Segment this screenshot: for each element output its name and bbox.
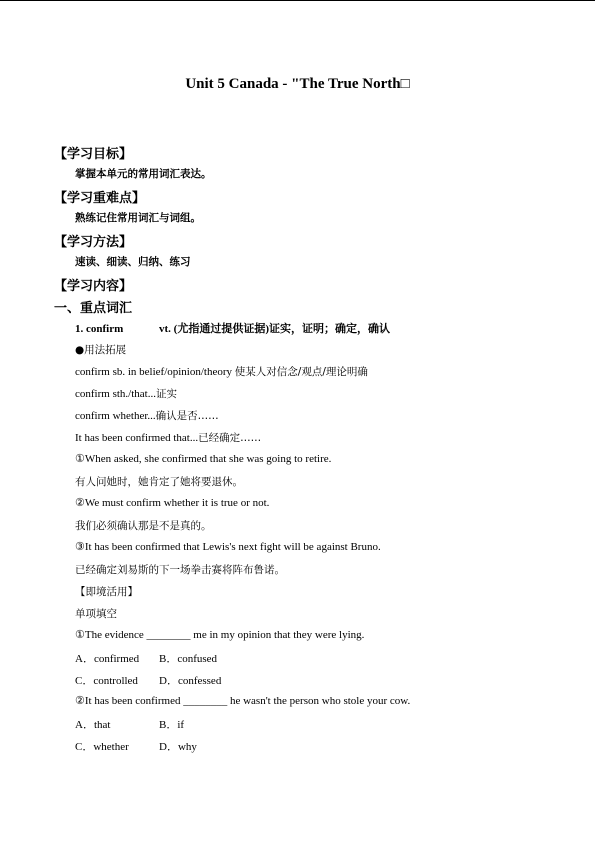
content-heading: 【学习内容】 <box>54 279 133 294</box>
question-1-options-row-1 <box>75 650 217 666</box>
goal-text: 掌握本单元的常用词汇表达。 <box>75 168 212 180</box>
q2-option-d: D．why <box>159 741 197 753</box>
key-heading: 【学习重难点】 <box>54 191 146 206</box>
usage-phrase-3-en: confirm whether... <box>75 410 156 422</box>
example-1-en: ①When asked, she confirmed that she was going to retire. <box>75 453 332 465</box>
usage-phrase-4-cn: 已经确定…… <box>198 432 262 444</box>
page-title: Unit 5 Canada - "The True North□ <box>185 76 410 92</box>
question-1-options-row-2 <box>75 672 221 688</box>
q1-option-c: C．controlled <box>75 675 138 687</box>
vocab-heading: 一、重点词汇 <box>54 301 133 316</box>
practice-heading: 【即境活用】 <box>75 586 138 598</box>
q2-option-a: A．that <box>75 719 111 731</box>
example-3-en: ③It has been confirmed that Lewis's next fight will be against Bruno. <box>75 541 381 553</box>
question-1: ①The evidence ________ me in my opinion that they were lying. <box>75 629 365 641</box>
key-text: 熟练记住常用词汇与词组。 <box>75 212 201 224</box>
q1-option-a: A．confirmed <box>75 653 140 665</box>
usage-phrase-3 <box>75 408 219 423</box>
question-2-options-row-2 <box>75 738 197 754</box>
q2-option-b: B．if <box>159 719 185 731</box>
word-definition: vt. (尤指通过提供证据)证实，证明；确定，确认 <box>159 323 390 335</box>
usage-phrase-2-cn: 证实 <box>155 388 177 400</box>
header-rule <box>0 0 595 1</box>
q2-option-c: C．whether <box>75 741 129 753</box>
usage-phrase-4 <box>75 430 261 445</box>
practice-type: 单项填空 <box>75 608 117 620</box>
usage-phrase-3-cn: 确认是否…… <box>155 410 219 422</box>
usage-phrase-2-en: confirm sth./that... <box>75 388 156 400</box>
example-1-cn: 有人问她时，她肯定了她将要退休。 <box>75 476 243 488</box>
q1-option-d: D．confessed <box>159 675 222 687</box>
question-2-options-row-1 <box>75 716 184 732</box>
example-2-cn: 我们必须确认那是不是真的。 <box>75 520 212 532</box>
usage-heading: ●用法拓展 <box>75 344 127 356</box>
usage-phrase-2 <box>75 386 177 401</box>
method-text: 速读、细读、归纳、练习 <box>75 256 191 268</box>
goal-heading: 【学习目标】 <box>54 147 133 162</box>
example-2-en: ②We must confirm whether it is true or not. <box>75 497 270 509</box>
usage-phrase-1-en: confirm sb. in belief/opinion/theory <box>75 366 235 378</box>
method-heading: 【学习方法】 <box>54 235 133 250</box>
usage-phrase-1-cn: 使某人对信念/观点/理论明确 <box>234 366 368 378</box>
word-entry <box>75 320 390 336</box>
example-3-cn: 已经确定刘易斯的下一场拳击赛将阵布鲁诺。 <box>75 564 285 576</box>
usage-phrase-4-en: It has been confirmed that... <box>75 432 199 444</box>
q1-option-b: B．confused <box>159 653 218 665</box>
question-2: ②It has been confirmed ________ he wasn't the person who stole your cow. <box>75 695 411 707</box>
usage-phrase-1 <box>75 364 368 379</box>
word-headword: 1. confirm <box>75 323 124 335</box>
